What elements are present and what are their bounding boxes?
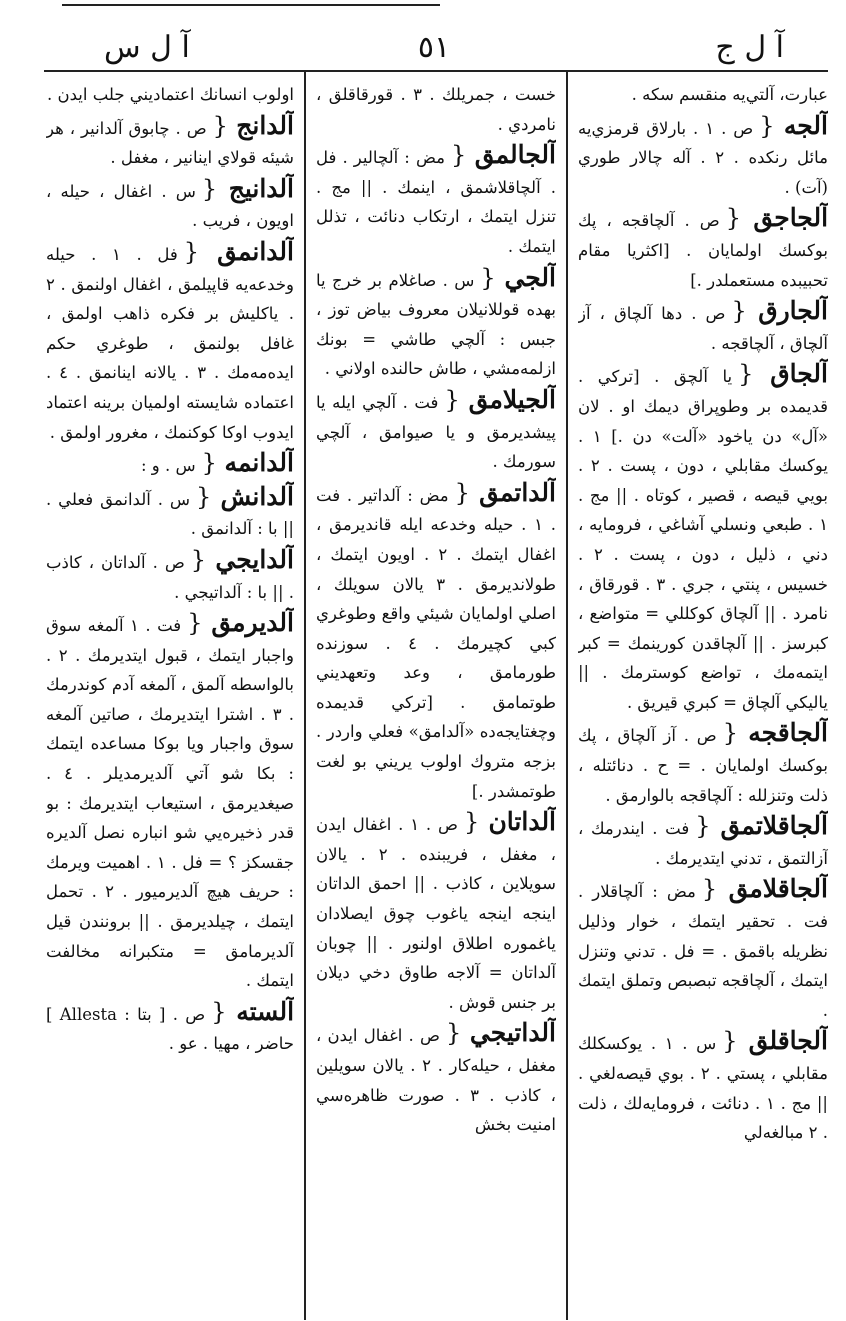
dictionary-entry	[578, 873, 828, 1025]
entry-definition: ص . آلداتان ، كاذب . || با : آلداتيجي .	[46, 552, 294, 602]
entry-headword: آلدانج {	[213, 111, 294, 140]
entry-definition: ص . چابوق آلدانير ، هر شيئه قولاي اينانير ، مغفل .	[46, 118, 294, 168]
dictionary-entry	[578, 295, 828, 358]
dictionary-entry	[46, 173, 294, 236]
entry-definition: فت . ايندرمك ، آزالتمق ، تدني ايتديرمك .	[578, 819, 828, 868]
entry-headword: آلدانيج {	[202, 174, 294, 203]
dictionary-entry	[578, 1025, 828, 1147]
entry-headword: آلدانش {	[196, 482, 294, 511]
entry-headword: آلجاجق {	[726, 203, 828, 232]
dictionary-entry	[46, 607, 294, 996]
entry-headword: آلجارق {	[732, 296, 829, 325]
entry-definition: مض : آلچاقلار . فت . تحقير ايتمك ، خوار وذليل نظريله باقمق . = فل . تدني وتنزل ايتمك ، آلچاقجه تبصبص وتملق ايتمك .	[578, 882, 828, 1020]
column-divider-left	[304, 70, 306, 1320]
entry-definition: اولوب انسانك اعتماديني جلب ايدن .	[47, 85, 294, 104]
entry-headword: آلجه {	[759, 111, 828, 140]
dictionary-entry	[46, 80, 294, 110]
dictionary-entry	[316, 806, 556, 1017]
dictionary-entry	[46, 110, 294, 173]
dictionary-entry	[46, 996, 294, 1059]
dictionary-entry	[578, 110, 828, 203]
dictionary-entry	[578, 717, 828, 810]
entry-definition: مض : آلداتير . فت . ١ . حيله وخدعه ايله قانديرمق ، اغفال ايتمك . ٢ . اويون ايتمك ، طولانديرمق . ٣ يالان سويلك ، اصلي اولمايان شيئي واقع وطوغري كبي كچيرمك . ٤ . سوزنده طورمامق ، وعد وتعهديني طوتمامق . [تركي قديمده وچغتايجه‌ده «آلدامق» فعلي واردر . بزجه متروك اولوب يريني بو لغت طوتمشدر .]	[316, 485, 556, 801]
header-rule	[44, 70, 828, 72]
dictionary-entry	[316, 1017, 556, 1139]
dictionary-entry	[316, 139, 556, 261]
entry-definition: عبارت، آلتي‌يه منقسم سكه .	[631, 85, 828, 104]
entry-definition: مض : آلچالير . فل . آلچاقلاشمق ، اينمك . || مج . تنزل ايتمك ، ارتكاب دنائت ، تذلل ايتمك .	[316, 148, 556, 256]
dictionary-entry	[578, 358, 828, 717]
entry-headword: آلجاقلاتمق {	[695, 811, 828, 840]
entry-definition: ص . [ بتا : Allesta ] حاضر ، مهيا . عو .	[46, 1004, 294, 1054]
entry-headword: آلدايجي {	[191, 545, 294, 574]
column-right	[578, 80, 828, 1310]
entry-headword: آلجيلامق {	[444, 385, 556, 414]
entry-definition: فت . ١ آلمغه سوق واجبار ايتمك ، قبول ايتديرمك . ٢ . بالواسطه آلمق ، آلمغه آدم كوندرمك . ٣ . اشترا ايتديرمك ، صاتين آلمغه سوق واجبار ويا بوكا مساعده ايتمك : بكا شو آتي آلديرمديلر . ٤ . صيغديرمق ، استيعاب ايتديرمك : بو قدر ذخيره‌يي شو انباره نصل آلديره جقسكز ؟ = فل . ١ . اهميت ويرمك : حريف هيچ آلديرميور . ٢ . تحمل ايتمك ، چيلديرمق . || برونندن قيل آلديرمامق = متكبرانه مخالفت ايتمك .	[46, 616, 294, 991]
dictionary-entry	[46, 544, 294, 607]
header-left-guide: آ ل س	[104, 30, 190, 65]
top-rule	[62, 4, 440, 6]
dictionary-entry	[316, 80, 556, 139]
entry-definition: س . آلدانمق فعلي . || با : آلدانمق .	[46, 489, 294, 539]
entry-definition: ص . دها آلچاق ، آز آلچاق ، آلچاقجه .	[578, 304, 828, 353]
dictionary-entry	[316, 262, 556, 384]
entry-definition: س . اغفال ، حيله ، اويون ، فريب .	[46, 181, 294, 231]
entry-definition: ص . ١ . اغفال ايدن ، مغفل ، فريبنده . ٢ . يالان سويلاين ، كاذب . || احمق الداتان اينجه اينجه ياغوب چوق ايصلادان ياغموره اطلاق اولنور . || چوبان آلداتان = آلاجه طاوق دخي ديلان بر جنس قوش .	[316, 815, 556, 1012]
entry-headword: آلجالمق {	[451, 140, 556, 169]
dictionary-entry	[316, 384, 556, 477]
dictionary-entry	[46, 236, 294, 447]
dictionary-entry	[578, 80, 828, 110]
entry-definition: ص . آز آلچاق ، پك بوكسك اولمايان . = ح . دنائتله ، ذلت وتنزلله : آلچاقجه بالوارمق .	[578, 726, 828, 805]
entry-definition: س . صاغلام بر خرج يا بهده قوللانيلان معروف بياض توز ، جبس : آلچي طاشي = بونك ازلمه‌مشي ، طاش حالنده اولاني .	[316, 270, 556, 379]
entry-definition: س . و :	[140, 456, 196, 476]
dictionary-entry	[316, 477, 556, 807]
entry-definition: س . ١ . يوكسكلك مقابلي ، پستي . ٢ . بوي قيصه‌لغي . || مج . ١ . دنائت ، فرومايه‌لك ، ذلت . ٢ مبالغه‌لي	[578, 1034, 828, 1143]
entry-headword: آلداتان {	[464, 807, 556, 836]
entry-headword: آلداتيجي {	[446, 1018, 556, 1047]
entry-headword: آلجاقلامق {	[702, 874, 828, 903]
dictionary-entry	[46, 447, 294, 481]
entry-headword: آلجاقلق {	[722, 1026, 828, 1055]
entry-definition: فل . ١ . حيله وخدعه‌يه قاپيلمق ، اغفال اولنمق . ٢ . ياكليش بر فكره ذاهب اولمق ، غافل بولنمق ، طوغري حكم ايده‌مه‌مك . ٣ . يالانه اينانمق . ٤ . اعتماده شايسته اولميان برينه اعتماد ايدوب اوكا كوكنمك ، مغرور اولمق .	[46, 244, 294, 442]
dictionary-entry	[578, 202, 828, 295]
page-number: ٥١	[417, 30, 451, 65]
entry-definition: ص . ١ . بارلاق قرمزي‌يه مائل رنكده . ٢ . آله چالار طوري (آت) .	[578, 118, 828, 197]
entry-headword: آلجي {	[480, 263, 556, 292]
entry-definition: فت . آلچي ايله يا پيشديرمق و يا صيوامق ، آلچي سورمك .	[316, 392, 556, 472]
entry-headword: آلجاقجه {	[723, 718, 828, 747]
entry-headword: آلدانمق {	[184, 237, 294, 266]
entry-definition: خست ، جمريلك . ٣ . قورقاقلق ، نامردي .	[316, 85, 556, 134]
entry-definition: ص . اغفال ايدن ، مغفل ، حيله‌كار . ٢ . يالان سويلين ، كاذب . ٣ . صورت ظاهره‌سي امنيت بخش	[316, 1026, 556, 1135]
entry-definition: ص . آلچاقجه ، پك بوكسك اولمايان . [اكثريا مقام تحبيبده مستعملدر .]	[578, 211, 828, 290]
header-right-guide: آ ل ج	[715, 30, 784, 65]
dictionary-entry	[46, 481, 294, 544]
entry-headword: آلديرمق {	[187, 608, 294, 637]
entry-headword: آلسته {	[211, 997, 294, 1026]
column-divider-right	[566, 70, 568, 1320]
entry-headword: آلجاق {	[738, 359, 828, 388]
entry-headword: آلداتمق {	[455, 478, 556, 507]
column-left	[46, 80, 294, 1310]
page-header	[44, 28, 824, 70]
column-middle	[316, 80, 556, 1310]
dictionary-entry	[578, 810, 828, 873]
entry-definition: يا آلچق . [تركي . قديمده بر وطوپراق ديمك او . لان «آل» دن ياخود «آلت» دن .] ١ . يوكسك مقابلي ، دون ، پست . ٢ . بويي قيصه ، قصير ، كوتاه . || مج . ١ . طبعي ونسلي آشاغي ، فرومايه ، دني ، ذليل ، دون ، پست . ٢ . خسيس ، پنتي ، جري . ٣ . قورقاق ، نامرد . || آلچاق كوكللي = متواضع ، كبرسز . || آلچاقدن كورينمك = كبر ايتمه‌مك ، تواضع كوسترمك . || ياليكي آلچاق = كبري قيريق .	[578, 367, 828, 712]
entry-headword: آلدانمه {	[202, 448, 294, 477]
